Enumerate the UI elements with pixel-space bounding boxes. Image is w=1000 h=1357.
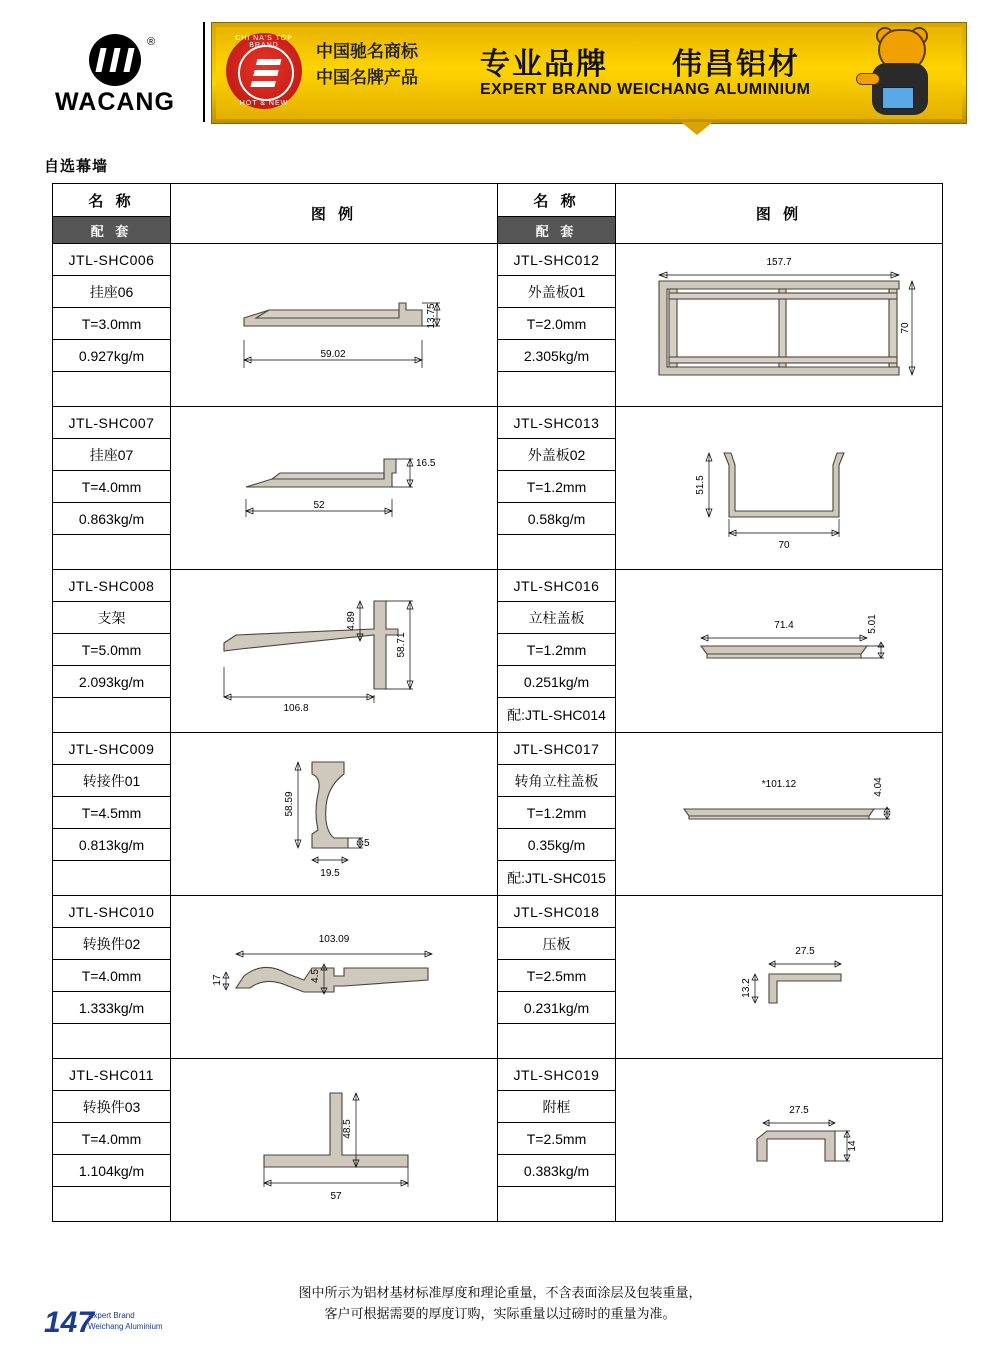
- product-extra: 配:JTL-SHC015: [498, 861, 616, 896]
- product-thickness: T=4.0mm: [53, 1123, 171, 1155]
- headline-chinese-2: 伟昌铝材: [672, 48, 800, 81]
- product-code: JTL-SHC007: [53, 407, 171, 439]
- product-figure: [616, 1059, 943, 1222]
- dim-width: 59.02: [320, 348, 346, 360]
- product-name: 外盖板02: [498, 439, 616, 471]
- header-name-left: 名 称: [53, 184, 171, 217]
- product-name: 转角立柱盖板: [498, 765, 616, 797]
- dim-height: 58.59: [284, 791, 295, 817]
- product-code: JTL-SHC019: [498, 1059, 616, 1091]
- page-footer-label-line-2: Weichang Aluminium: [88, 1322, 163, 1331]
- product-extra: 配:JTL-SHC014: [498, 698, 616, 733]
- header-figure-left: 图 例: [171, 184, 498, 244]
- headline-chinese: 专业品牌: [480, 48, 608, 81]
- product-thickness: T=1.2mm: [498, 471, 616, 503]
- dim-height: 70: [900, 322, 911, 334]
- product-thickness: T=3.0mm: [53, 308, 171, 340]
- tiger-arm: [856, 73, 880, 85]
- header-kit-right: 配 套: [498, 217, 616, 244]
- dim-width: 157.7: [766, 257, 792, 268]
- product-name: 外盖板01: [498, 276, 616, 308]
- product-weight: 0.58kg/m: [498, 503, 616, 535]
- dim-height: 16.5: [416, 458, 436, 469]
- dim-height: 13.75: [426, 302, 437, 329]
- dim-width: 103.09: [318, 934, 350, 945]
- product-name: 转接件01: [53, 765, 171, 797]
- product-figure: [616, 407, 943, 570]
- dim-inner: 4.89: [346, 611, 357, 631]
- product-weight: 0.863kg/m: [53, 503, 171, 535]
- product-thickness: T=2.5mm: [498, 960, 616, 992]
- table-row: [53, 244, 943, 276]
- brand-banner: [211, 22, 967, 124]
- product-name: 转换件02: [53, 928, 171, 960]
- product-extra: [53, 698, 171, 733]
- dim-height: 48.5: [342, 1119, 353, 1139]
- product-code: JTL-SHC011: [53, 1059, 171, 1091]
- product-thickness: T=1.2mm: [498, 634, 616, 666]
- product-thickness: T=4.5mm: [53, 797, 171, 829]
- profile-table: [52, 183, 943, 1222]
- product-code: JTL-SHC018: [498, 896, 616, 928]
- product-weight: 0.35kg/m: [498, 829, 616, 861]
- product-name: 转换件03: [53, 1091, 171, 1123]
- product-figure: [616, 244, 943, 407]
- product-figure: [616, 896, 943, 1059]
- product-weight: 2.093kg/m: [53, 666, 171, 698]
- product-figure: [171, 733, 498, 896]
- product-figure: [171, 570, 498, 733]
- product-name: 立柱盖板: [498, 602, 616, 634]
- product-code: JTL-SHC013: [498, 407, 616, 439]
- dim-height: 58.71: [396, 632, 407, 658]
- headline-english: EXPERT BRAND WEICHANG ALUMINIUM: [480, 81, 811, 98]
- product-extra: [53, 535, 171, 570]
- header-name-right: 名 称: [498, 184, 616, 217]
- product-code: JTL-SHC016: [498, 570, 616, 602]
- dim-width: 27.5: [789, 1105, 809, 1116]
- product-extra: [498, 1024, 616, 1059]
- product-weight: 0.383kg/m: [498, 1155, 616, 1187]
- product-thickness: T=4.0mm: [53, 471, 171, 503]
- table-row: [53, 570, 943, 602]
- product-extra: [498, 372, 616, 407]
- product-figure: [171, 1059, 498, 1222]
- header-figure-right: 图 例: [616, 184, 943, 244]
- product-figure: [616, 733, 943, 896]
- dim-height: 5.01: [867, 614, 878, 634]
- product-weight: 0.231kg/m: [498, 992, 616, 1024]
- product-figure: [171, 407, 498, 570]
- page-footer-label: [88, 1310, 163, 1332]
- page-header: [35, 22, 965, 127]
- product-code: JTL-SHC009: [53, 733, 171, 765]
- dim-width: *101.12: [761, 779, 797, 790]
- dim-height: 4.04: [873, 777, 884, 797]
- page-number: 147: [44, 1306, 95, 1339]
- brand-logo: [35, 22, 205, 122]
- dim-width: 52: [313, 500, 325, 511]
- page-title: 自选幕墙: [44, 158, 109, 175]
- dim-width: 57: [330, 1191, 342, 1202]
- footer-note-line-2: 客户可根据需要的厚度订购，实际重量以过磅时的重量为准。: [324, 1306, 676, 1321]
- product-extra: [498, 1187, 616, 1222]
- table-row: [53, 407, 943, 439]
- product-name: 附框: [498, 1091, 616, 1123]
- dim-width: 106.8: [283, 703, 309, 714]
- tiger-mascot-icon: [838, 27, 958, 119]
- dim-inner: 5: [364, 838, 370, 849]
- product-name: 支架: [53, 602, 171, 634]
- cert-line-2: 中国名牌产品: [316, 68, 418, 87]
- product-weight: 1.104kg/m: [53, 1155, 171, 1187]
- dim-width: 70: [778, 540, 790, 551]
- wacang-logo-icon: [89, 34, 141, 86]
- seal-top-text: CHI NA'S TOP BRAND: [235, 35, 293, 49]
- product-extra: [53, 1187, 171, 1222]
- dim-height: 13.2: [741, 978, 752, 998]
- product-extra: [53, 861, 171, 896]
- product-thickness: T=2.5mm: [498, 1123, 616, 1155]
- dim-width: 71.4: [774, 620, 794, 631]
- product-code: JTL-SHC010: [53, 896, 171, 928]
- product-figure: [616, 570, 943, 733]
- dim-height: 51.5: [695, 475, 706, 495]
- product-thickness: T=2.0mm: [498, 308, 616, 340]
- product-weight: 2.305kg/m: [498, 340, 616, 372]
- registered-mark: ®: [147, 36, 156, 48]
- table-header-row: [53, 184, 943, 217]
- tiger-book: [882, 87, 914, 109]
- product-code: JTL-SHC017: [498, 733, 616, 765]
- product-figure: [171, 244, 498, 407]
- product-thickness: T=5.0mm: [53, 634, 171, 666]
- product-name: 压板: [498, 928, 616, 960]
- product-name: 挂座07: [53, 439, 171, 471]
- product-figure: [171, 896, 498, 1059]
- dim-height: 14: [847, 1140, 858, 1152]
- product-code: JTL-SHC008: [53, 570, 171, 602]
- product-weight: 0.927kg/m: [53, 340, 171, 372]
- cert-line-1: 中国驰名商标: [316, 42, 418, 61]
- award-seal-icon: [226, 33, 302, 109]
- header-kit-left: 配 套: [53, 217, 171, 244]
- page-footer-label-line-1: Expert Brand: [88, 1311, 135, 1320]
- product-code: JTL-SHC012: [498, 244, 616, 276]
- dim-width: 19.5: [320, 868, 340, 879]
- dim-height: 17: [212, 974, 223, 986]
- dim-width: 27.5: [795, 946, 815, 957]
- certification-lines: [316, 39, 418, 91]
- dim-inner: 4.5: [310, 969, 321, 983]
- product-extra: [53, 1024, 171, 1059]
- product-code: JTL-SHC006: [53, 244, 171, 276]
- seal-bottom-text: HOT & NEW: [239, 100, 289, 107]
- product-weight: 0.813kg/m: [53, 829, 171, 861]
- seal-inner-mark: [238, 45, 294, 101]
- product-name: 挂座06: [53, 276, 171, 308]
- table-row: [53, 896, 943, 928]
- footer-note-line-1: 图中所示为铝材基材标准厚度和理论重量，不含表面涂层及包装重量，: [298, 1285, 702, 1300]
- product-weight: 0.251kg/m: [498, 666, 616, 698]
- table-row: [53, 733, 943, 765]
- product-weight: 1.333kg/m: [53, 992, 171, 1024]
- product-extra: [53, 372, 171, 407]
- notch-triangle: [681, 122, 713, 135]
- product-extra: [498, 535, 616, 570]
- brand-name: WACANG: [55, 88, 175, 116]
- table-row: [53, 1059, 943, 1091]
- product-thickness: T=1.2mm: [498, 797, 616, 829]
- product-thickness: T=4.0mm: [53, 960, 171, 992]
